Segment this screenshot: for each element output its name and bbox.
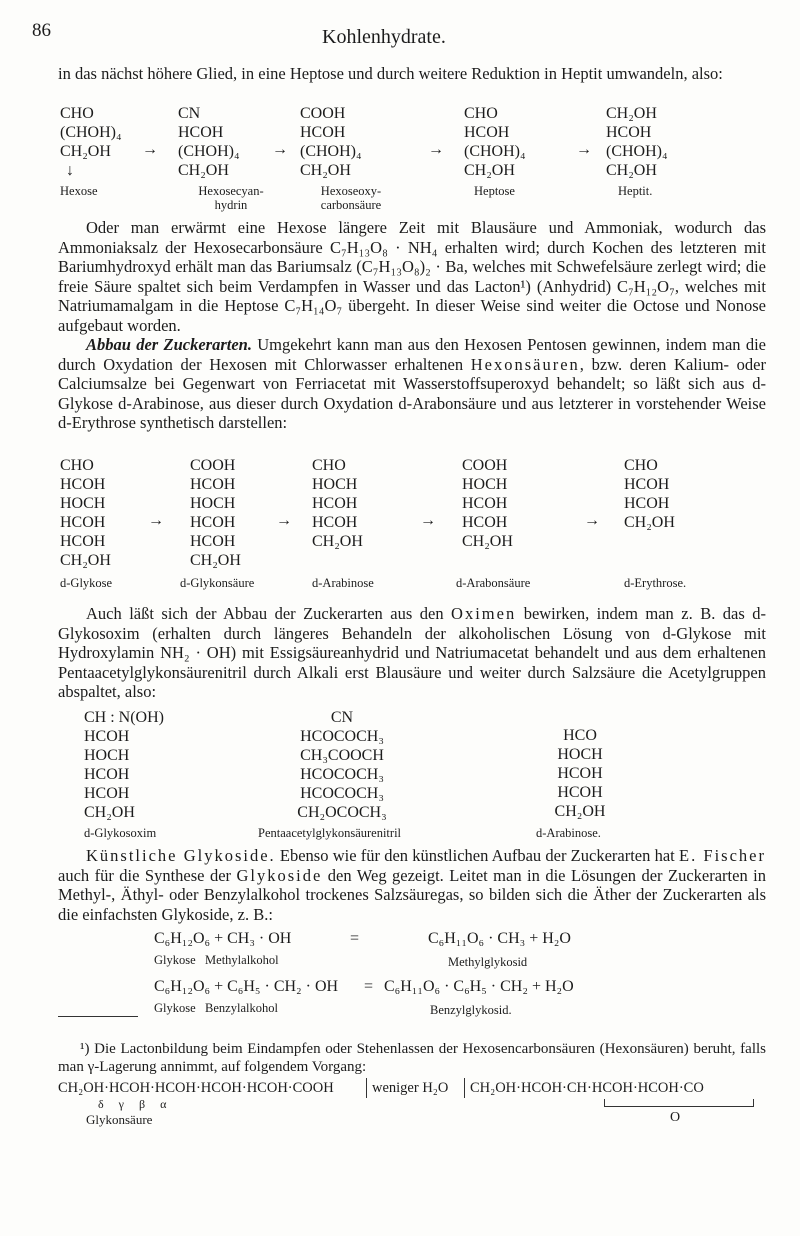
- scheme1-col1: [60, 104, 122, 180]
- reaction-arrow: →: [428, 141, 444, 158]
- formula-line: HCOCOCH₃: [300, 785, 384, 802]
- scheme2-col3: [312, 456, 363, 551]
- formula-line: CH₂OH: [178, 162, 229, 179]
- formula-line: HCOH: [624, 476, 670, 493]
- formula-line: COOH: [462, 457, 508, 474]
- formula-line: CHO: [312, 457, 346, 474]
- caption-d-erythrose: d-Erythrose.: [624, 576, 687, 590]
- scheme2-col4: [462, 456, 513, 551]
- running-head: Kohlenhydrate.: [322, 26, 446, 48]
- formula-line: HCOH: [84, 728, 130, 745]
- scheme3-col1: [84, 708, 164, 822]
- scheme1-col4: [464, 104, 526, 180]
- footnote-rule: [58, 1016, 138, 1017]
- scheme2-col5: [624, 456, 675, 532]
- separator-bar: [366, 1078, 367, 1098]
- text-run: auch für die Synthese der: [58, 865, 237, 885]
- formula-line: HOCH: [557, 746, 603, 763]
- formula-line: CH₂OH: [606, 105, 657, 122]
- formula-line: CH₂OH: [606, 162, 657, 179]
- caption-d-glykose: d-Glykose: [60, 576, 113, 590]
- caption-d-glykosoxim: d-Glykosoxim: [84, 826, 157, 840]
- formula-line: HCOH: [462, 495, 508, 512]
- caption-heptose: Heptose: [474, 184, 515, 198]
- formula-line: CN: [330, 709, 354, 726]
- equation-equals: =: [350, 930, 360, 947]
- formula-line: CH₂OH: [60, 143, 111, 160]
- reaction-arrow: →: [142, 141, 158, 158]
- formula-line: COOH: [190, 457, 236, 474]
- footnote-mid: weniger H₂O: [372, 1080, 449, 1096]
- person-name: E. Fischer: [678, 846, 766, 865]
- reaction-arrow: →: [148, 512, 164, 529]
- equation-equals: =: [364, 978, 374, 995]
- formula-line: (CHOH)₄: [178, 143, 240, 160]
- formula-line: HCOH: [312, 514, 358, 531]
- caption-heptit: Heptit.: [618, 184, 653, 198]
- ring-bracket-bottom: [604, 1106, 754, 1107]
- formula-line: HOCH: [60, 495, 106, 512]
- ring-bracket-right: [753, 1099, 754, 1107]
- formula-line: CHO: [464, 105, 498, 122]
- equation-rhs-caption: Benzylglykosid.: [430, 1003, 512, 1017]
- separator-bar: [464, 1078, 465, 1098]
- footnote-greek-labels: δ γ β α: [98, 1097, 167, 1111]
- footnote-formula-left: CH₂OH·HCOH·HCOH·HCOH·HCOH·COOH: [58, 1080, 334, 1096]
- reaction-arrow: →: [420, 512, 436, 529]
- formula-line: CN: [178, 105, 201, 122]
- reaction-arrow: →: [584, 512, 600, 529]
- formula-line: CH₂OH: [300, 162, 351, 179]
- formula-line: (CHOH)₄: [300, 143, 362, 160]
- formula-line: CH₂OH: [464, 162, 515, 179]
- formula-line: HCOH: [606, 124, 652, 141]
- reaction-arrow: →: [272, 141, 288, 158]
- equation-lhs: C₆H₁₂O₆ + C₆H₅ · CH₂ · OH: [154, 978, 339, 995]
- formula-line: HCOH: [190, 533, 236, 550]
- equation-lhs-caption: Glykose Benzylalkohol: [154, 1001, 278, 1015]
- scheme3-col2: [262, 708, 422, 822]
- spaced-term: Glykoside: [236, 865, 323, 885]
- formula-line: CH₂OH: [554, 803, 606, 820]
- reaction-arrow: →: [276, 512, 292, 529]
- footnote-text: ¹) Die Lactonbildung beim Eindampfen oder Stehenlassen der Hexosencarbonsäuren (Hexonsäuren) beruht, falls man γ-Lagerung annimmt, auf folgendem Vorgang:: [58, 1041, 766, 1075]
- formula-line: CH₂OH: [84, 804, 135, 821]
- equation-lhs-caption: Glykose Methylalkohol: [154, 953, 279, 967]
- formula-line: HCOH: [464, 124, 510, 141]
- formula-line: HOCH: [462, 476, 508, 493]
- formula-line: CH₂OH: [60, 552, 111, 569]
- caption-d-arabinose-2: d-Arabinose.: [536, 826, 601, 840]
- spaced-term: Oximen: [451, 604, 517, 623]
- caption-d-arabinose: d-Arabinose: [312, 576, 374, 590]
- formula-line: HCOH: [84, 785, 130, 802]
- formula-line: CH₂OH: [624, 514, 675, 531]
- formula-line: HCOH: [60, 533, 106, 550]
- text-run: , bzw. deren Kalium- oder Calciumsalze bei Gegenwart von Ferriacetat mit Wasserstoffsuperoxyd behandelt; so läßt sich aus d-Glykose d-Arabinose, aus dieser durch Oxydation d-Arabonsäure und aus letzterer in vorstehender Weise d-Erythrose synthetisch darstellen:: [58, 354, 766, 432]
- text-run: Auch läßt sich der Abbau der Zuckerarten aus den: [86, 604, 452, 623]
- formula-line: HCOH: [84, 766, 130, 783]
- intro-text: in das nächst höhere Glied, in eine Heptose und durch weitere Reduktion in Heptit umwandeln, also:: [58, 64, 723, 83]
- equation-rhs: C₆H₁₁O₆ · C₆H₅ · CH₂ + H₂O: [384, 978, 574, 995]
- formula-line: CHO: [60, 457, 94, 474]
- text-run: bewirken, indem man z. B. das d-Glykosoxim (erhalten durch längeres Behandeln der alkoholischen Lösung von d-Glykose mit Hydroxylamin NH₂ · OH) mit Essigsäureanhydrid und Natriumacetat behandelt und aus dem erhaltenen Pentaacetylglykonsäurenitril durch Alkali erst Blausäure und weiter durch Salzsäure die Acetylgruppen abspaltet, also:: [58, 604, 767, 701]
- formula-line: HCOH: [312, 495, 358, 512]
- section-heading-glykoside: Künstliche Glykoside.: [86, 846, 276, 865]
- equation-rhs: C₆H₁₁O₆ · CH₃ + H₂O: [428, 930, 571, 947]
- caption-pentaacetylglykonsaeurenitril: Pentaacetylglykonsäurenitril: [258, 826, 402, 840]
- page-number: 86: [32, 20, 51, 41]
- text-run: Umgekehrt kann man aus den Hexosen Pentosen gewinnen, indem man die durch Oxydation der Hexosen mit Chlorwasser erhaltenen: [58, 335, 766, 374]
- formula-line: HOCH: [84, 747, 130, 764]
- formula-line: CH₂OH: [462, 533, 513, 550]
- caption-d-arabonsaeure: d-Arabonsäure: [456, 576, 531, 590]
- formula-line: HCOH: [462, 514, 508, 531]
- formula-line: CHO: [60, 105, 94, 122]
- equation-lhs: C₆H₁₂O₆ + CH₃ · OH: [154, 930, 292, 947]
- formula-line: (CHOH)₄: [464, 143, 526, 160]
- scheme3-col3: [540, 726, 620, 821]
- down-arrow: ↓: [66, 162, 74, 179]
- paragraph-oxime: [58, 604, 766, 702]
- caption-d-glykonsaeure: d-Glykonsäure: [180, 576, 255, 590]
- formula-line: HCOH: [557, 784, 603, 801]
- scheme1-col2: [178, 104, 240, 180]
- formula-line: CH₂OCOCH₃: [297, 804, 387, 821]
- footnote-formula-right: CH₂OH·HCOH·CH·HCOH·HCOH·CO: [470, 1080, 704, 1096]
- spaced-term: Hexonsäuren: [470, 354, 580, 374]
- formula-line: HCOH: [178, 124, 224, 141]
- paragraph-ammoniak: Oder man erwärmt eine Hexose längere Zeit mit Blausäure und Ammoniak, wodurch das Ammoniaksalz der Hexosecarbonsäure C₇H₁₃O₈ · NH₄ erhalten wird; durch Kochen des letzteren mit Bariumhydroxyd erhält man das Bariumsalz (C₇H₁₃O₈)₂ · Ba, welches mit Schwefelsäure zerlegt wird; die freie Säure spaltet sich beim Verdampfen in Wasser und das Lacton¹) (Anhydrid) C₇H₁₂O₇, welches mit Natriumamalgam in die Heptose C₇H₁₄O₇ übergeht. In dieser Weise sind weiter die Octose und Nonose aufgebaut worden.: [58, 218, 766, 335]
- paragraph-glykoside: [58, 846, 766, 924]
- scheme2-col1: [60, 456, 111, 570]
- formula-line: HCOCOCH₃: [300, 728, 384, 745]
- footnote-caption: Glykonsäure: [86, 1112, 153, 1127]
- reaction-arrow: →: [576, 141, 592, 158]
- ring-oxygen: O: [670, 1110, 681, 1125]
- formula-line: CH₂OH: [190, 552, 241, 569]
- text-run: Ebenso wie für den künstlichen Aufbau der Zuckerarten hat: [275, 846, 679, 865]
- formula-line: HCOH: [300, 124, 346, 141]
- formula-line: HCOH: [190, 514, 236, 531]
- section-heading-abbau: Abbau der Zuckerarten.: [86, 335, 252, 354]
- formula-line: HOCH: [312, 476, 358, 493]
- formula-line: HCOH: [190, 476, 236, 493]
- scheme1-col5: [606, 104, 668, 180]
- formula-line: (CHOH)₄: [60, 124, 122, 141]
- formula-line: (CHOH)₄: [606, 143, 668, 160]
- text-run: den Weg gezeigt. Leitet man in die Lösungen der Zuckerarten in Methyl-, Äthyl- oder Benzylalkohol trockenes Salzsäuregas, so bilden sich die Äther der Zuckerarten als die einfachsten Glykoside, z. B.:: [58, 865, 766, 924]
- formula-line: HCOCOCH₃: [300, 766, 384, 783]
- formula-line: HCOH: [60, 476, 106, 493]
- formula-line: CH₂OH: [312, 533, 363, 550]
- paragraph-abbau: [58, 335, 766, 433]
- formula-line: HCO: [563, 727, 597, 744]
- equation-rhs-caption: Methylglykosid: [448, 955, 528, 969]
- scheme1-col3: [300, 104, 362, 180]
- caption-hexosecyanhydrin: Hexosecyan- hydrin: [198, 184, 264, 212]
- formula-line: HCOH: [60, 514, 106, 531]
- formula-line: HCOH: [557, 765, 603, 782]
- formula-line: HOCH: [190, 495, 236, 512]
- caption-hexose: Hexose: [60, 184, 98, 198]
- formula-line: CHO: [624, 457, 658, 474]
- formula-line: HCOH: [624, 495, 670, 512]
- formula-line: CH : N(OH): [84, 709, 164, 726]
- formula-line: COOH: [300, 105, 346, 122]
- scheme2-col2: [190, 456, 241, 570]
- formula-line: CH₃COOCH: [300, 747, 384, 764]
- caption-hexoseoxycarbonsaeure: Hexoseoxy- carbonsäure: [320, 184, 382, 212]
